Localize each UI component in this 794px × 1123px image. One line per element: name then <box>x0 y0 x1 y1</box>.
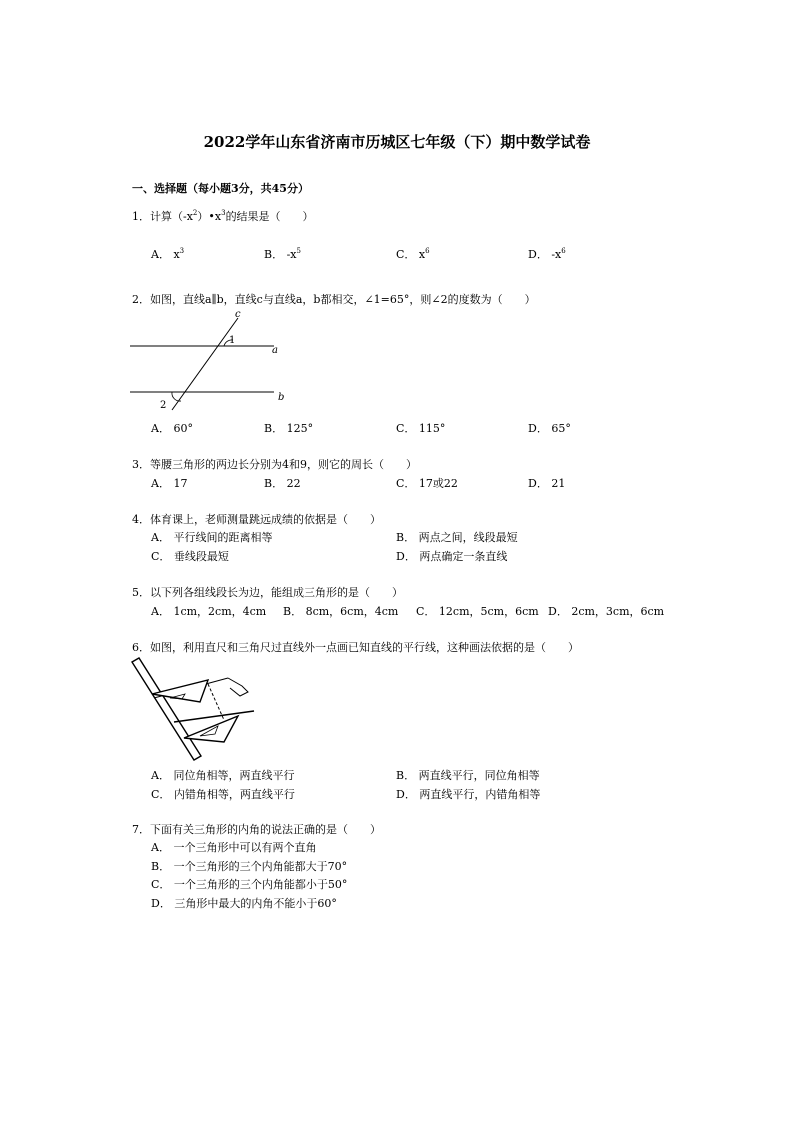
question-4-option-d[interactable]: D． 两点确定一条直线 <box>396 550 508 563</box>
ruler-triangle-figure <box>130 656 260 762</box>
question-7-stem: 7．下面有关三角形的内角的说法正确的是（ ） <box>132 823 381 836</box>
question-3-option-b[interactable]: B． 22 <box>264 477 301 490</box>
question-1-option-c[interactable]: C． $x^6$ <box>396 247 430 261</box>
question-2-stem: 2．如图，直线a∥b，直线c与直线a，b都相交，∠1=65°，则∠2的度数为（ ） <box>132 293 536 306</box>
label-angle-1: 1 <box>229 335 236 346</box>
line-c <box>172 318 238 410</box>
question-7-option-c[interactable]: C． 一个三角形的三个内角能都小于50° <box>151 878 348 891</box>
question-1-option-d[interactable]: D． $-x^6$ <box>528 247 566 261</box>
question-6-option-d[interactable]: D． 两直线平行，内错角相等 <box>396 788 541 801</box>
section-heading: 一、选择题（每小题3分，共45分） <box>132 182 309 195</box>
question-1-option-a[interactable]: A． $x^3$ <box>151 247 185 261</box>
label-angle-2: 2 <box>160 400 167 411</box>
question-4-option-b[interactable]: B． 两点之间，线段最短 <box>396 531 518 544</box>
question-4-option-c[interactable]: C． 垂线段最短 <box>151 550 229 563</box>
question-5-option-d[interactable]: D． 2cm，3cm，6cm <box>548 605 665 618</box>
question-1-stem: 1．计算$(-x^2)•x^3$的结果是（ ） <box>132 209 314 223</box>
label-a: a <box>272 345 278 356</box>
dashed-slide-line <box>208 684 224 720</box>
question-7-option-b[interactable]: B． 一个三角形的三个内角能都大于70° <box>151 860 348 873</box>
question-5-option-c[interactable]: C． 12cm，5cm，6cm <box>416 605 539 618</box>
question-7-option-a[interactable]: A． 一个三角形中可以有两个直角 <box>151 841 317 854</box>
question-2-option-c[interactable]: C． 115° <box>396 422 446 435</box>
question-6-option-b[interactable]: B． 两直线平行，同位角相等 <box>396 769 540 782</box>
question-3-option-d[interactable]: D． 21 <box>528 477 566 490</box>
question-6-stem: 6．如图，利用直尺和三角尺过直线外一点画已知直线的平行线，这种画法依据的是（ ） <box>132 641 579 654</box>
question-6-option-a[interactable]: A． 同位角相等，两直线平行 <box>151 769 295 782</box>
given-line <box>174 711 254 722</box>
label-c: c <box>235 309 241 320</box>
question-3-stem: 3．等腰三角形的两边长分别为4和9，则它的周长（ ） <box>132 458 417 471</box>
question-7-option-d[interactable]: D． 三角形中最大的内角不能小于60° <box>151 897 337 910</box>
question-4-option-a[interactable]: A． 平行线间的距离相等 <box>151 531 273 544</box>
page-title: 2022学年山东省济南市历城区七年级（下）期中数学试卷 <box>203 133 591 151</box>
question-5-option-b[interactable]: B． 8cm，6cm，4cm <box>283 605 399 618</box>
parallel-lines-figure <box>128 306 298 414</box>
pencil-tip <box>228 678 248 696</box>
question-3-option-c[interactable]: C． 17或22 <box>396 477 458 490</box>
question-2-option-d[interactable]: D． 65° <box>528 422 571 435</box>
question-5-stem: 5．以下列各组线段长为边，能组成三角形的是（ ） <box>132 586 403 599</box>
question-5-option-a[interactable]: A． 1cm，2cm，4cm <box>151 605 267 618</box>
question-2-option-b[interactable]: B． 125° <box>264 422 314 435</box>
question-6-option-c[interactable]: C． 内错角相等，两直线平行 <box>151 788 295 801</box>
label-b: b <box>278 392 285 403</box>
question-1-option-b[interactable]: B． $-x^5$ <box>264 247 301 261</box>
ruler <box>132 658 201 760</box>
question-2-option-a[interactable]: A． 60° <box>151 422 193 435</box>
question-4-stem: 4．体育课上，老师测量跳远成绩的依据是（ ） <box>132 513 381 526</box>
question-3-option-a[interactable]: A． 17 <box>151 477 188 490</box>
